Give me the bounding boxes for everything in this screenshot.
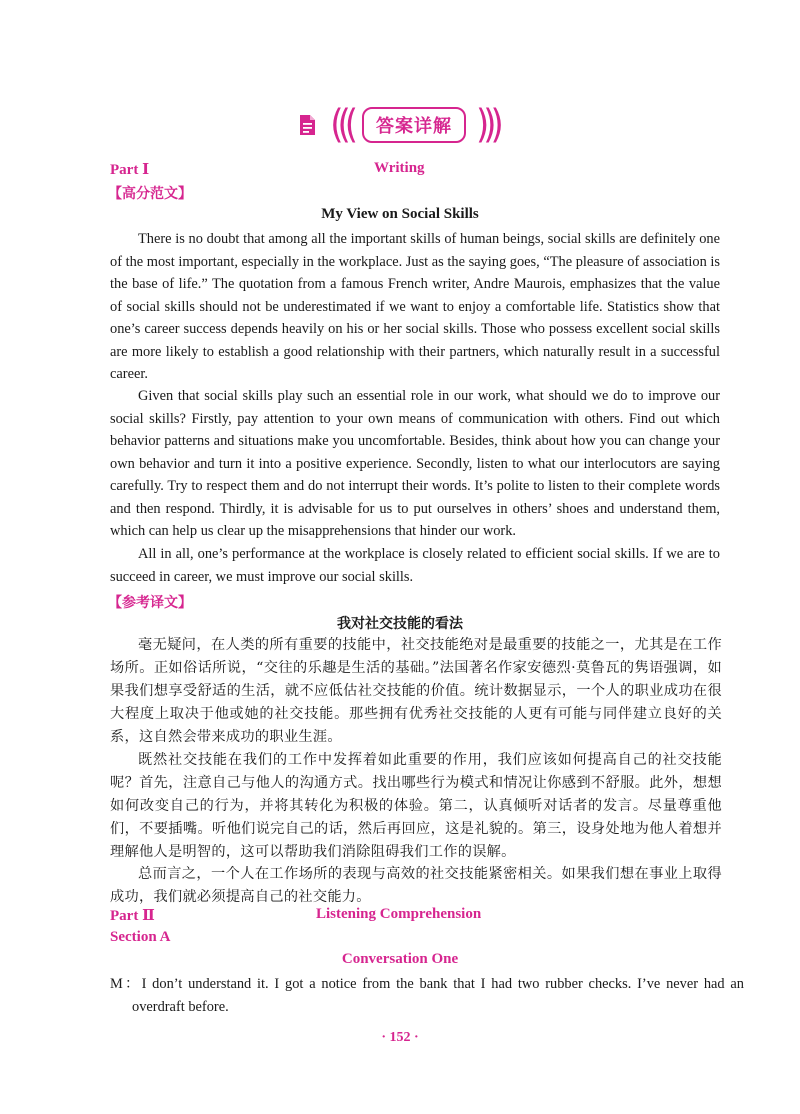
part2-name: Listening Comprehension	[316, 906, 482, 922]
dialogue-line-1: M：I don’t understand it. I got a notice from the bank that I had two rubber checks. I’ve never had an overdraft before.	[110, 976, 744, 1015]
part2-label: Part Ⅱ	[110, 908, 155, 924]
essay-paragraph-2: Given that social skills play such an essential role in our work, what should we do to improve our social skills? Firstly, pay attention to your own means of communication with others. Find out which behavior patterns and situations make you uncomfortable. Besides, think about how you can change your own behavior and turn it into a positive experience. Secondly, listen to what our interlocutors are saying carefully. Try to respect them and do not interrupt their words. It’s polite to listen to their complete words and then respond. Thirdly, it is advisable for us to put ourselves in others’ shoes and understand them, which can help us clear up the misapprehensions that hinder our work.	[110, 388, 720, 539]
essay-paragraph-3: All in all, one’s performance at the workplace is closely related to efficient social skills. If we are to succeed in career, we must improve our social skills.	[110, 546, 720, 585]
left-bracket-decoration: (((	[330, 102, 352, 148]
essay-title: My View on Social Skills	[321, 206, 479, 222]
part1-label: Part Ⅰ	[110, 162, 150, 178]
conversation-title: Conversation One	[341, 951, 459, 967]
sample-essay-tag: 【高分范文】	[108, 186, 192, 202]
translation-paragraph-3: 总而言之，一个人在工作场所的表现与高效的社交技能紧密相关。如果我们想在事业上取得成功，我们就必须提高自己的社交能力。	[110, 866, 722, 905]
translation-tag: 【参考译文】	[108, 595, 192, 611]
essay-paragraph-1: There is no doubt that among all the important skills of human beings, social skills are definitely one of the most important, especially in the workplace. Just as the saying goes, “The pleasure of association is the base of life.” The quotation from a famous French writer, Andre Maurois, emphasizes that the value of social skills should not be underestimated if we want to enjoy a comfortable life. Statistics show that one’s career success depends heavily on his or her social skills. Those who possess excellent social skills are more likely to establish a good relationship with their partners, which naturally result in a successful career.	[110, 231, 720, 382]
page-number: · 152 ·	[381, 1030, 419, 1045]
document-icon	[298, 114, 316, 136]
translation-paragraph-2: 既然社交技能在我们的工作中发挥着如此重要的作用，我们应该如何提高自己的社交技能呢？首先，注意自己与他人的沟通方式。找出哪些行为模式和情况让你感到不舒服。此外，想想如何改变自己的行为，并将其转化为积极的体验。第二，认真倾听对话者的发言。尽量尊重他们，不要插嘴。听他们说完自己的话，然后再回应，这是礼貌的。第三，设身处地为他人着想并理解他人是明智的，这可以帮助我们消除阻碍我们工作的误解。	[110, 752, 722, 860]
translation-title: 我对社交技能的看法	[337, 616, 463, 632]
section-label: Section A	[110, 929, 171, 945]
right-bracket-decoration: )))	[476, 102, 498, 148]
answer-banner	[0, 104, 800, 146]
banner-title: 答案详解	[362, 107, 466, 143]
translation-paragraph-1: 毫无疑问，在人类的所有重要的技能中，社交技能绝对是最重要的技能之一，尤其是在工作场所。正如俗话所说，“交往的乐趣是生活的基础。”法国著名作家安德烈·莫鲁瓦的隽语强调，如果我们想享受舒适的生活，就不应低估社交技能的价值。统计数据显示，一个人的职业成功在很大程度上取决于他或她的社交技能。那些拥有优秀社交技能的人更有可能与同伴建立良好的关系，这自然会带来成功的职业生涯。	[110, 637, 722, 745]
part1-name: Writing	[374, 160, 425, 176]
